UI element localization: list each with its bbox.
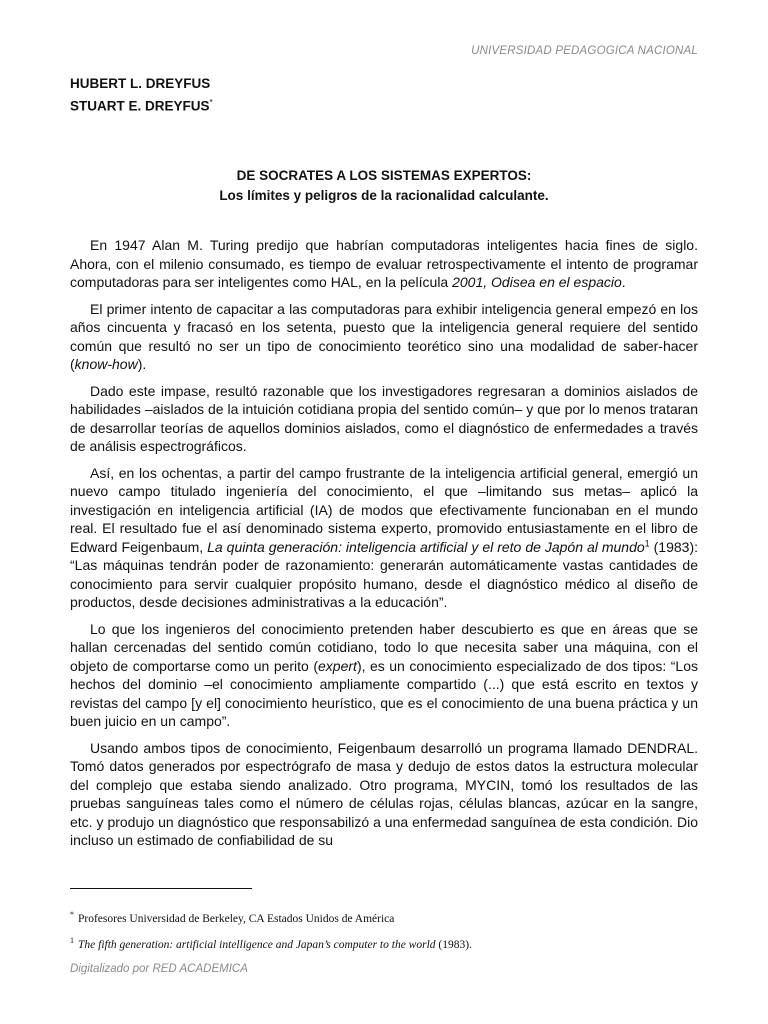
paragraph-4-text: Así, en los ochentas, a partir del campo frustrante de la inteligencia artificial general, emergió un nuevo campo titulado ingeniería del conocimiento, el que –limitando sus metas– aplicó la investigación en inteligencia artificial (IA) de modos que efectivamente funcionaban en el mundo real. El resultado fue el así denominado sistema experto, promovido entusiastamente en el libro de Edward Feigenbaum, <box>70 464 698 555</box>
institution-header: UNIVERSIDAD PEDAGOGICA NACIONAL <box>471 45 698 57</box>
paragraph-2-end: ). <box>137 356 147 372</box>
paragraph-5-end: ), es un conocimiento especializado de dos tipos: “Los hechos del dominio –el conocimiento ampliamente compartido (...) que está escrito en textos y revistas del campo [y el] conocimiento heurístico, que es el conocimiento de una buena práctica y un buen juicio en un campo”. <box>70 657 698 729</box>
paragraph-5 <box>70 620 698 731</box>
author-stuart <box>70 93 213 116</box>
paragraph-1 <box>70 236 698 292</box>
expert-term: expert <box>318 657 357 674</box>
paragraph-2 <box>70 300 698 374</box>
author-footnote-mark: * <box>209 98 213 107</box>
title-subtitle: Los límites y peligros de la racionalidad calculante. <box>219 188 549 203</box>
footnotes <box>70 904 698 956</box>
authors-block <box>70 74 213 116</box>
footnote-1-text: Profesores Universidad de Berkeley, CA Estados Unidos de América <box>78 912 395 925</box>
footnote-book <box>70 930 698 956</box>
document-title <box>70 166 698 206</box>
footnote-1-mark: * <box>70 910 74 919</box>
paragraph-1-text: En 1947 Alan M. Turing predijo que habrían computadoras inteligentes hacia fines de siglo. Ahora, con el milenio consumado, es tiempo de evaluar retrospectivamente el intento de programar computadoras para ser inteligentes como HAL, en la película <box>70 237 698 290</box>
footnote-authors <box>70 904 698 930</box>
paragraph-1-end: . <box>621 274 626 290</box>
paragraph-3: Dado este impase, resultó razonable que los investigadores regresaran a dominios aislados de habilidades –aislados de la intuición cotidiana propia del sentido común– y que por lo menos trataran de desarrollar teorías de aquellos dominios aislados, como el diagnóstico de enfermedades a través de análisis espectrográficos. <box>70 382 698 454</box>
paragraph-5-text: Lo que los ingenieros del conocimiento pretenden haber descubierto es que en áreas que se hallan cercenadas del sentido común cotidiano, todo lo que necesita saber una máquina, con el objeto de comportarse como un perito ( <box>70 620 698 674</box>
paragraph-6: Usando ambos tipos de conocimiento, Feigenbaum desarrolló un programa llamado DENDRAL. Tomó datos generados por espectrógrafo de masa y dedujo de estos datos la estructura molecular del complejo que estaba siendo analizado. Otro programa, MYCIN, tomó los resultados de las pruebas sanguíneas tales como el número de células rojas, células blancas, azúcar en la sangre, etc. y produjo un diagnóstico que responsabilizó a una enfermedad sanguínea de esta condición. Dio incluso un estimado de confiabilidad de su <box>70 739 698 848</box>
book-title: La quinta generación: inteligencia artificial y el reto de Japón al mundo <box>207 538 645 555</box>
footnote-separator <box>70 888 252 889</box>
paragraph-4 <box>70 464 698 612</box>
title-main: DE SOCRATES A LOS SISTEMAS EXPERTOS: <box>236 168 532 183</box>
body-text <box>70 236 698 858</box>
paragraph-2-text: El primer intento de capacitar a las computadoras para exhibir inteligencia general empezó en los años cincuenta y fracasó en los setenta, puesto que la inteligencia general requiere del sentido común que resultó no ser un tipo de conocimiento teorético sino una modalidad de saber-hacer ( <box>70 300 698 372</box>
footnote-2-year: (1983). <box>435 938 472 951</box>
know-how-term: know-how <box>74 356 138 372</box>
digitized-footer: Digitalizado por RED ACADEMICA <box>70 963 248 975</box>
author-hubert: HUBERT L. DREYFUS <box>70 76 211 91</box>
footnote-2-title: The fifth generation: artificial intelligence and Japan’s computer to the world <box>78 938 436 951</box>
footnote-2-mark: 1 <box>70 935 74 945</box>
author-stuart-name: STUART E. DREYFUS <box>70 98 210 114</box>
footnote-ref-1: 1 <box>644 537 650 548</box>
film-title: 2001, Odisea en el espacio <box>452 274 622 290</box>
paragraph-4-end: (1983): “Las máquinas tendrán poder de razonamiento: generarán automáticamente vastas cantidades de conocimiento para servir cualquier propósito humano, desde el diagnóstico médico al diseño de productos, desde decisiones administrativas a la educación”. <box>70 538 699 610</box>
